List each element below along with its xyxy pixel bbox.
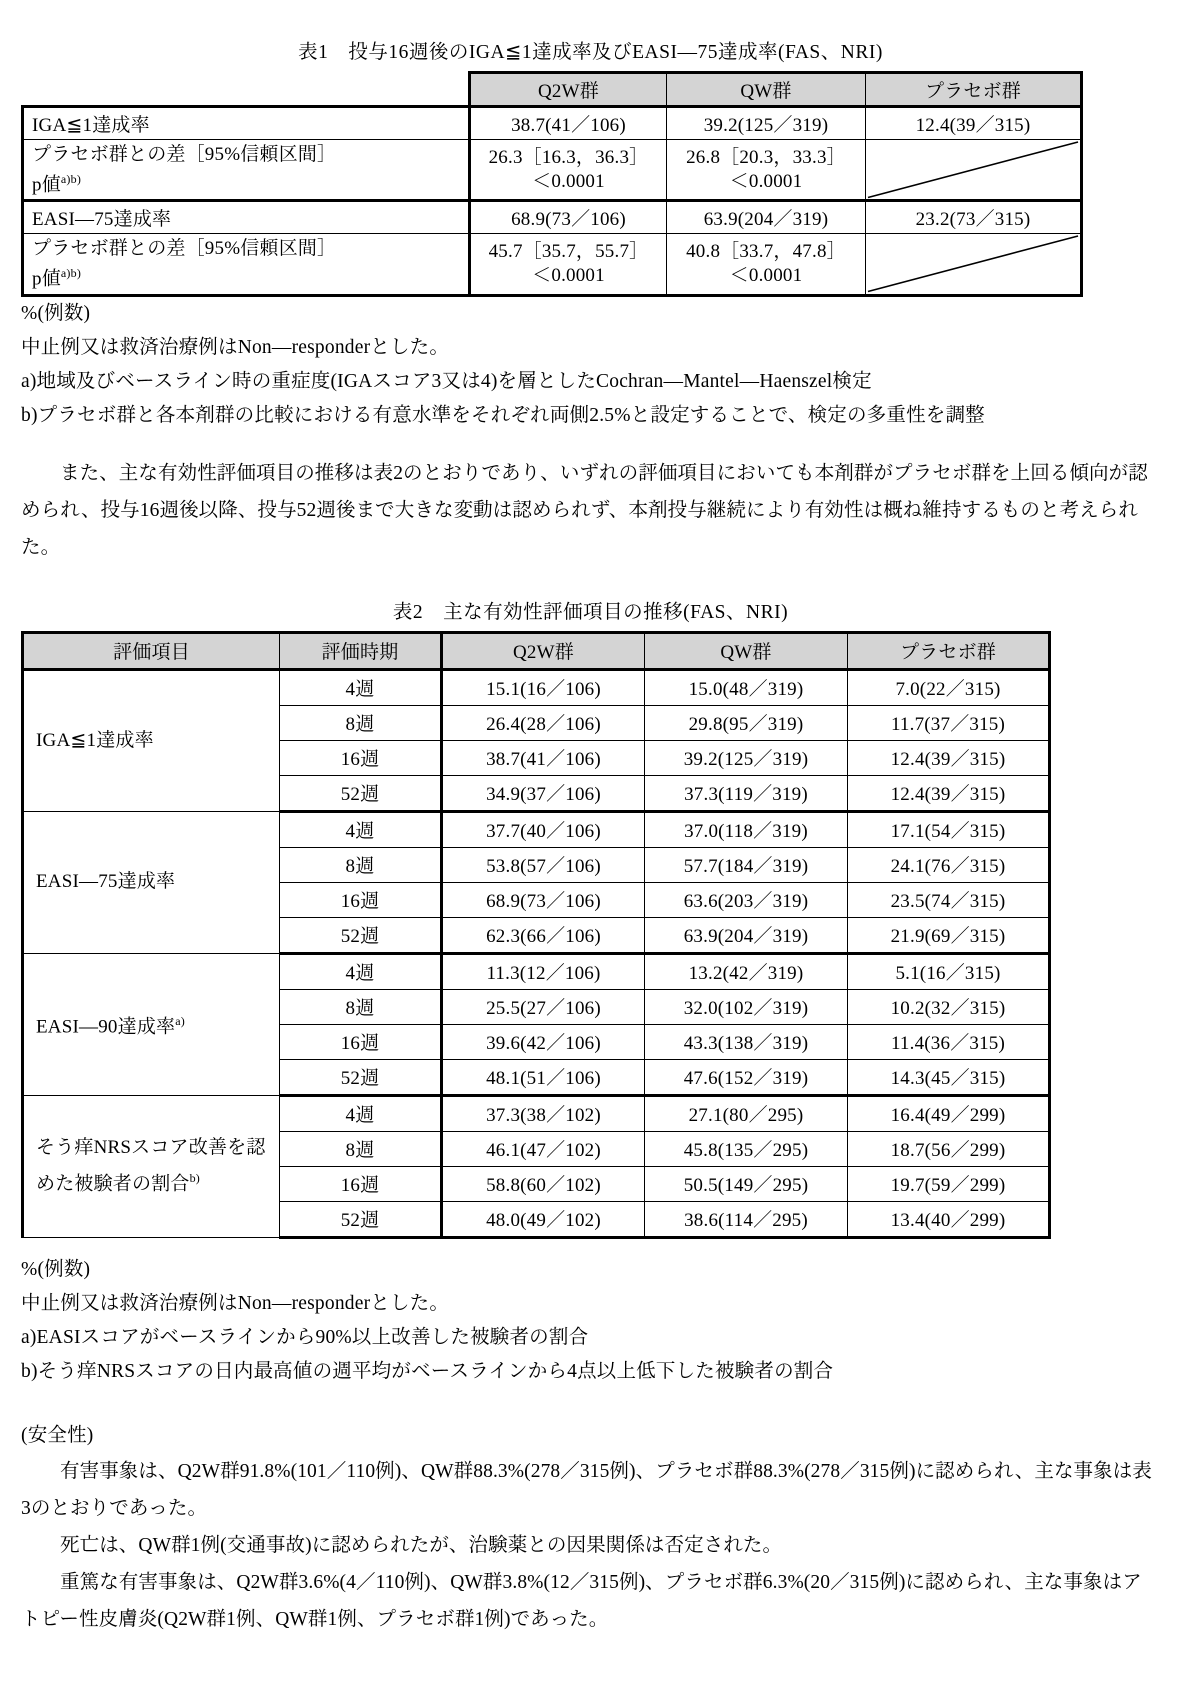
table2-header-placebo: プラセボ群 <box>848 632 1050 669</box>
table1-row2-qw-ci: 26.8［20.3，33.3］ <box>686 146 846 168</box>
table1-row2-q2w <box>470 140 667 201</box>
table2-g2r2-placebo: 24.1(76／315) <box>848 847 1050 882</box>
table2-g1r4-time: 52週 <box>280 775 442 811</box>
table1-iga-easi-16week <box>21 71 1083 297</box>
table2-g2r2-time: 8週 <box>280 847 442 882</box>
table2-g1r1-time: 4週 <box>280 669 442 705</box>
table2-g4r3-placebo: 19.7(59／299) <box>848 1166 1050 1201</box>
table2-g2r1-time: 4週 <box>280 811 442 847</box>
table1-row2-label <box>23 140 470 201</box>
table2-group-label-easi75 <box>23 811 280 953</box>
table2-g1r2-time: 8週 <box>280 705 442 740</box>
safety-spacer <box>0 1389 1181 1419</box>
table2-g1r4-qw: 37.3(119／319) <box>645 775 848 811</box>
table2-g4r4-qw: 38.6(114／295) <box>645 1201 848 1237</box>
table2-group-label-iga-text: IGA≦1達成率 <box>36 729 154 751</box>
table2-g4r2-qw: 45.8(135／295) <box>645 1131 848 1166</box>
safety-line-3: 重篤な有害事象は、Q2W群3.6%(4／110例)、QW群3.8%(12／315例)、プラセボ群6.3%(20／315例)に認められ、主な事象はアトピー性皮膚炎(Q2W群1例、QW群1例、プラセボ群1例)であった。 <box>21 1571 1142 1630</box>
table2-g4r1-q2w: 37.3(38／102) <box>442 1095 645 1131</box>
table2-g3r1-placebo: 5.1(16／315) <box>848 953 1050 989</box>
table2-g3r2-qw: 32.0(102／319) <box>645 989 848 1024</box>
table2-group-label-easi75-text: EASI—75達成率 <box>36 871 176 893</box>
table2-g3r3-q2w: 39.6(42／106) <box>442 1024 645 1059</box>
table2-g4r2-placebo: 18.7(56／299) <box>848 1131 1050 1166</box>
table-row <box>23 1095 1050 1131</box>
table2-notes <box>21 1253 1181 1389</box>
table2-g2r4-placebo: 21.9(69／315) <box>848 917 1050 953</box>
table2-g1r1-q2w: 15.1(16／106) <box>442 669 645 705</box>
table1-row4-qw-p: ＜0.0001 <box>729 265 803 287</box>
table1-header-qw: QW群 <box>667 73 866 107</box>
table2-g4r2-time: 8週 <box>280 1131 442 1166</box>
table2-g4r3-qw: 50.5(149／295) <box>645 1166 848 1201</box>
table2-group-label-easi90-text: EASI—90達成率 <box>36 1016 176 1038</box>
table2-header-q2w: Q2W群 <box>442 632 645 669</box>
table2-g1r4-q2w: 34.9(37／106) <box>442 775 645 811</box>
table1-row1-placebo: 12.4(39／315) <box>866 107 1082 140</box>
table1-row4-label <box>23 234 470 295</box>
table1-row3-q2w: 68.9(73／106) <box>470 201 667 234</box>
table1-header-q2w: Q2W群 <box>470 73 667 107</box>
table2-efficacy-timecourse <box>21 631 1051 1239</box>
table1-row4-label-line1: プラセボ群との差［95%信頼区間］ <box>32 237 337 259</box>
body-paragraph-1: また、主な有効性評価項目の推移は表2のとおりであり、いずれの評価項目においても本剤群がプラセボ群を上回る傾向が認められ、投与16週後以降、投与52週後まで大きな変動は認められず、本剤投与継続により有効性は概ね維持するものと考えられた。 <box>21 462 1148 558</box>
table2-group-label-iga <box>23 669 280 811</box>
table2-g3r4-q2w: 48.1(51／106) <box>442 1059 645 1095</box>
table-row <box>23 953 1050 989</box>
table1-row4-label-line2: p値$^{a)b)}$ <box>32 265 82 290</box>
table2-g1r1-qw: 15.0(48／319) <box>645 669 848 705</box>
table2-g1r3-placebo: 12.4(39／315) <box>848 740 1050 775</box>
table2-g4r1-time: 4週 <box>280 1095 442 1131</box>
table2-g2r1-qw: 37.0(118／319) <box>645 811 848 847</box>
table2-g2r3-qw: 63.6(203／319) <box>645 882 848 917</box>
table1-row1-q2w: 38.7(41／106) <box>470 107 667 140</box>
table1-row2-q2w-p: ＜0.0001 <box>532 170 605 192</box>
footnote-marker-ab: a)b) <box>60 171 82 186</box>
table2-g1r2-qw: 29.8(95／319) <box>645 705 848 740</box>
table1-note-2: a)地域及びベースライン時の重症度(IGAスコア3又は4)を層としたCochran—Mantel—Haenszel検定 <box>21 370 872 392</box>
table2-header-item: 評価項目 <box>23 632 280 669</box>
footnote-marker-ab: a)b) <box>60 265 82 280</box>
table1-row2-q2w-ci: 26.3［16.3，36.3］ <box>488 146 649 168</box>
table2-g2r3-placebo: 23.5(74／315) <box>848 882 1050 917</box>
table1-row4-q2w <box>470 234 667 295</box>
top-spacer <box>0 0 1181 36</box>
table1-row3-placebo: 23.2(73／315) <box>866 201 1082 234</box>
safety-heading: (安全性) <box>21 1424 94 1446</box>
table2-g3r1-time: 4週 <box>280 953 442 989</box>
table1-row3-qw: 63.9(204／319) <box>667 201 866 234</box>
table2-g4r4-placebo: 13.4(40／299) <box>848 1201 1050 1237</box>
table2-note-3: b)そう痒NRSスコアの日内最高値の週平均がベースラインから4点以上低下した被験者の割合 <box>21 1360 834 1382</box>
table1-header-row <box>23 73 1082 107</box>
table1-row4-placebo-na <box>866 234 1082 295</box>
table2-g1r2-q2w: 26.4(28／106) <box>442 705 645 740</box>
table1-row4-q2w-ci: 45.7［35.7，55.7］ <box>488 241 649 263</box>
table2-g1r4-placebo: 12.4(39／315) <box>848 775 1050 811</box>
table1-row1-qw: 39.2(125／319) <box>667 107 866 140</box>
table-row <box>23 140 1082 201</box>
paragraph-spacer <box>0 433 1181 455</box>
table2-g4r1-placebo: 16.4(49／299) <box>848 1095 1050 1131</box>
table1-header-placebo: プラセボ群 <box>866 73 1082 107</box>
table2-g2r3-q2w: 68.9(73／106) <box>442 882 645 917</box>
table1-note-0: %(例数) <box>21 302 91 324</box>
table2-g2r1-placebo: 17.1(54／315) <box>848 811 1050 847</box>
table2-note-2: a)EASIスコアがベースラインから90%以上改善した被験者の割合 <box>21 1326 589 1348</box>
table2-note-0: %(例数) <box>21 1258 91 1280</box>
table2-notes-spacer <box>0 1239 1181 1253</box>
table2-g3r1-q2w: 11.3(12／106) <box>442 953 645 989</box>
table2-spacer <box>0 566 1181 596</box>
table1-row4-qw <box>667 234 866 295</box>
safety-line-1: 有害事象は、Q2W群91.8%(101／110例)、QW群88.3%(278／315例)、プラセボ群88.3%(278／315例)に認められ、主な事象は表3のとおりであった。 <box>21 1460 1152 1519</box>
table1-caption: 表1 投与16週後のIGA≦1達成率及びEASI—75達成率(FAS、NRI) <box>298 42 883 63</box>
table2-g3r2-time: 8週 <box>280 989 442 1024</box>
table1-header-corner <box>23 73 470 107</box>
safety-line-2: 死亡は、QW群1例(交通事故)に認められたが、治験薬との因果関係は否定された。 <box>60 1534 783 1556</box>
table-row <box>23 107 1082 140</box>
table2-g1r3-time: 16週 <box>280 740 442 775</box>
table2-g4r3-time: 16週 <box>280 1166 442 1201</box>
table2-g2r1-q2w: 37.7(40／106) <box>442 811 645 847</box>
table2-g4r3-q2w: 58.8(60／102) <box>442 1166 645 1201</box>
table1-row1-label: IGA≦1達成率 <box>23 107 470 140</box>
table2-header-time: 評価時期 <box>280 632 442 669</box>
table1-note-1: 中止例又は救済治療例はNon—responderとした。 <box>21 336 450 358</box>
table2-g4r2-q2w: 46.1(47／102) <box>442 1131 645 1166</box>
table2-g3r2-placebo: 10.2(32／315) <box>848 989 1050 1024</box>
table2-caption: 表2 主な有効性評価項目の推移(FAS、NRI) <box>392 601 789 623</box>
table2-g3r4-qw: 47.6(152／319) <box>645 1059 848 1095</box>
table2-g2r2-qw: 57.7(184／319) <box>645 847 848 882</box>
table2-header-row <box>23 632 1050 669</box>
table2-g2r3-time: 16週 <box>280 882 442 917</box>
table2-g1r3-q2w: 38.7(41／106) <box>442 740 645 775</box>
table1-row2-qw-p: ＜0.0001 <box>729 170 803 192</box>
table1-row4-qw-ci: 40.8［33.7，47.8］ <box>686 241 846 263</box>
table-row <box>23 201 1082 234</box>
table2-g4r4-q2w: 48.0(49／102) <box>442 1201 645 1237</box>
safety-section <box>21 1419 1181 1638</box>
table1-notes <box>21 297 1181 433</box>
table2-group-label-nrs-text: そう痒NRSスコア改善を認めた被験者の割合 <box>36 1137 266 1195</box>
table2-g3r4-time: 52週 <box>280 1059 442 1095</box>
table-row <box>23 811 1050 847</box>
footnote-marker-a: a) <box>175 1014 185 1029</box>
table1-row3-label: EASI—75達成率 <box>23 201 470 234</box>
table2-group-label-easi90 <box>23 953 280 1095</box>
table2-g2r4-time: 52週 <box>280 917 442 953</box>
table2-g3r3-time: 16週 <box>280 1024 442 1059</box>
table1-row2-placebo-na <box>866 140 1082 201</box>
table2-g3r1-qw: 13.2(42／319) <box>645 953 848 989</box>
table2-g4r4-time: 52週 <box>280 1201 442 1237</box>
table2-g4r1-qw: 27.1(80／295) <box>645 1095 848 1131</box>
table1-row4-q2w-p: ＜0.0001 <box>532 265 605 287</box>
table2-g3r3-placebo: 11.4(36／315) <box>848 1024 1050 1059</box>
table-row <box>23 669 1050 705</box>
diagonal-slash-icon <box>866 140 1080 199</box>
table1-note-3: b)プラセボ群と各本剤群の比較における有意水準をそれぞれ両側2.5%と設定することで、検定の多重性を調整 <box>21 404 985 426</box>
table-row <box>23 234 1082 295</box>
table1-row2-label-line1: プラセボ群との差［95%信頼区間］ <box>32 143 337 165</box>
table2-g3r3-qw: 43.3(138／319) <box>645 1024 848 1059</box>
table1-row2-label-line2: p値$^{a)b)}$ <box>32 171 82 195</box>
table2-header-qw: QW群 <box>645 632 848 669</box>
diagonal-slash-icon <box>866 234 1080 293</box>
table2-g1r1-placebo: 7.0(22／315) <box>848 669 1050 705</box>
footnote-marker-b: b) <box>189 1171 201 1186</box>
table2-g3r2-q2w: 25.5(27／106) <box>442 989 645 1024</box>
table2-g1r3-qw: 39.2(125／319) <box>645 740 848 775</box>
table2-g1r2-placebo: 11.7(37／315) <box>848 705 1050 740</box>
table2-g2r4-q2w: 62.3(66／106) <box>442 917 645 953</box>
table1-row2-qw <box>667 140 866 201</box>
table2-note-1: 中止例又は救済治療例はNon—responderとした。 <box>21 1292 450 1314</box>
table2-group-label-nrs <box>23 1095 280 1237</box>
table2-g2r2-q2w: 53.8(57／106) <box>442 847 645 882</box>
table2-g3r4-placebo: 14.3(45／315) <box>848 1059 1050 1095</box>
table2-g2r4-qw: 63.9(204／319) <box>645 917 848 953</box>
